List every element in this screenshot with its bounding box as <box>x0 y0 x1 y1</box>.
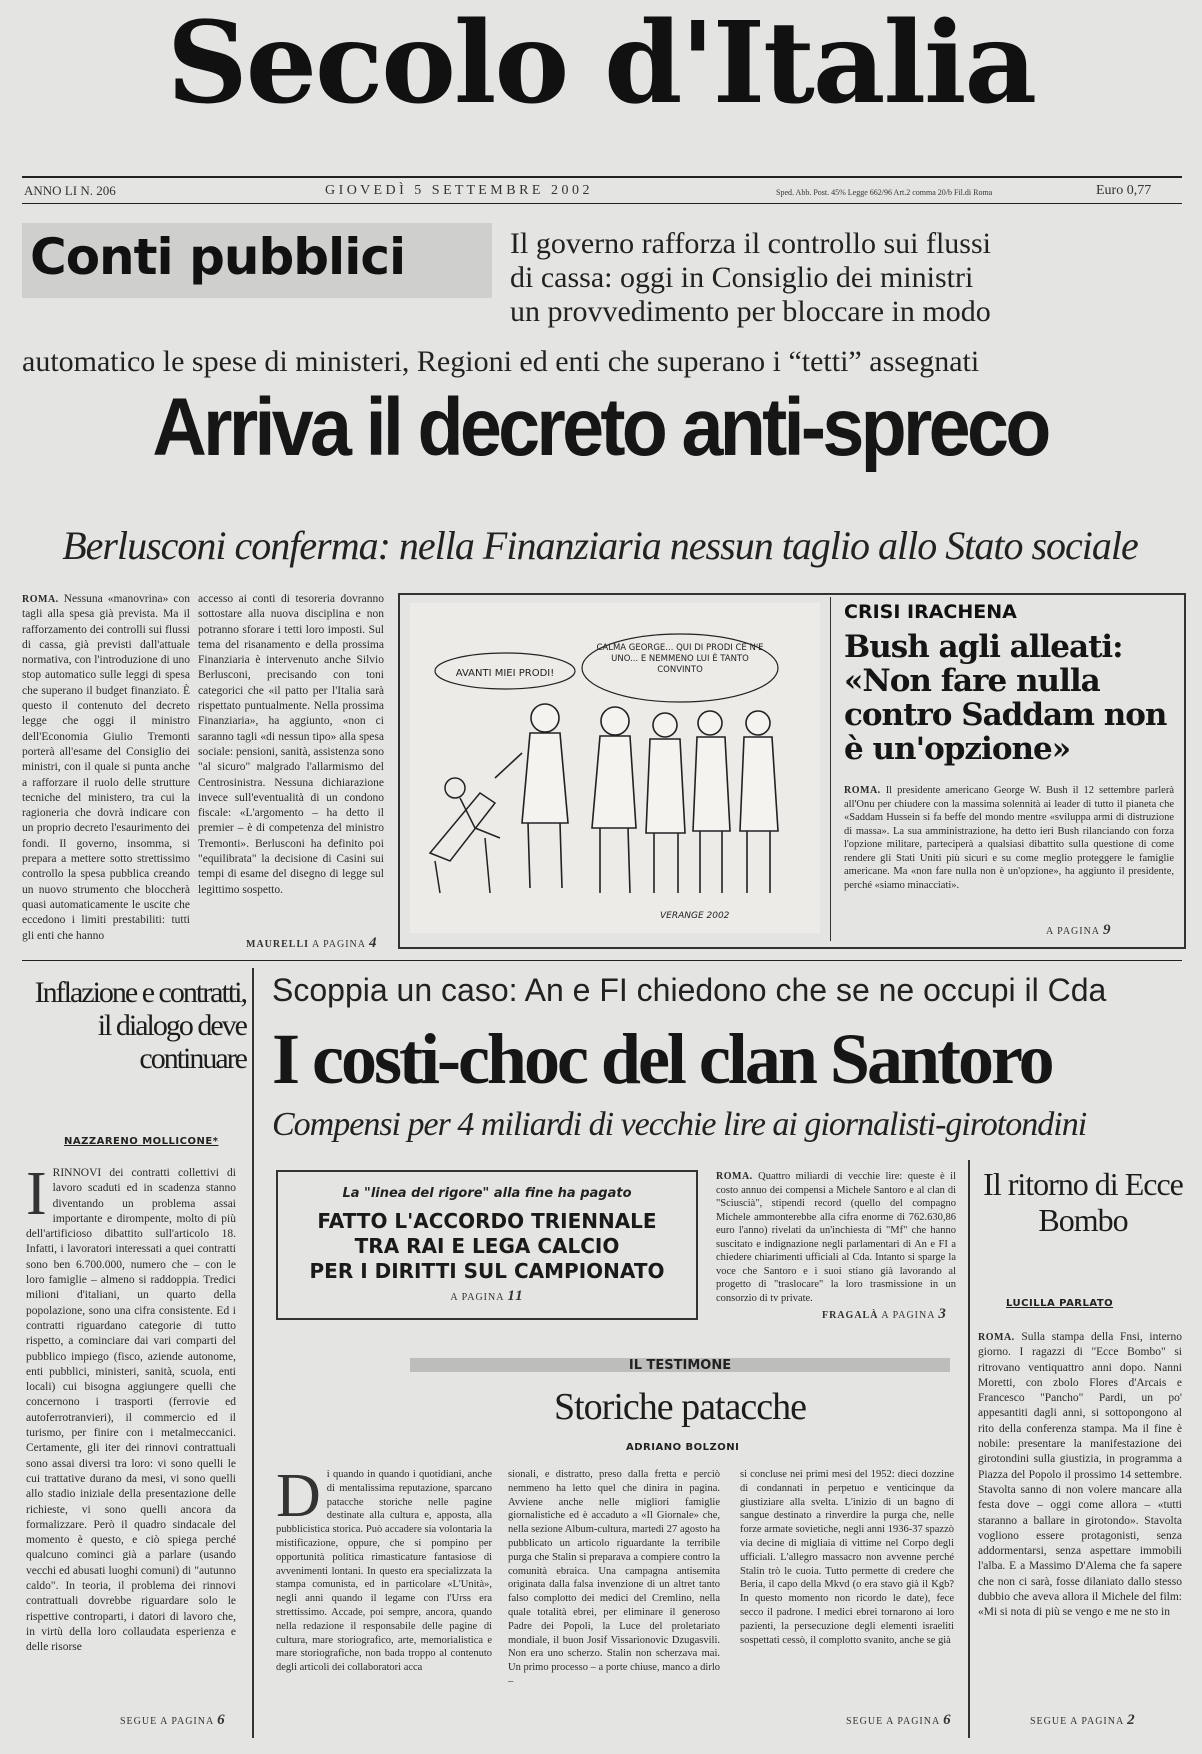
lead-headline: Arriva il decreto anti-spreco <box>152 382 1048 473</box>
lead-kicker: Conti pubblici <box>30 228 406 286</box>
rai-headline-line: TRA RAI E LEGA CALCIO <box>354 1234 620 1258</box>
inflazione-jump-text: SEGUE A PAGINA <box>120 1716 214 1727</box>
inflazione-jump[interactable] <box>120 1712 226 1729</box>
lead-column-2 <box>198 592 384 898</box>
inflazione-body-text: RINNOVI dei contratti collettivi di lavoro scaduti ed in scadenza stanno diventando un problema assai importante e dirompente, molto di più dell'artificioso dibattito sull'articolo 18. Infatti, i lavoratori interessati a quei contratti sono ben 6.700.000, numero che – con le loro famiglie – almeno si raddoppia. Tredici milioni d'italiani, un quarto della popolazione, sono una cifra consistente. Ed i contratti riguardano categorie di tutto rispetto, a cominciare dai vari comparti del pubblico impiego (fisco, aziende autonome, enti pubblici, ministeri, sanità, scuola, enti locali) cui bisogna aggiungere quelli che concernono i trasporti (ferrovie ed autoferrotranvieri), il commercio ed il turismo, per finire con i metalmeccanici. Certamente, gli iter dei rinnovi contrattuali sono assai diversi tra loro: vi sono quelli le cui trattative durano da mesi, vi sono quelli allo stadio iniziale della presentazione delle richieste, vi sono quelli ancora da formalizzare. Però il quadro sindacale del momento è questo, e ciò spiega perché qualcuno cominci già a parlare (usando vecchi ed abusati luoghi comuni) di "autunno caldo". In teoria, il problema dei rinnovi contrattuali dovrebbe riguardare solo le rispettive controparti, i datori di lavoro che, in virtù della loro collaudata esperienza e delle risorse <box>26 1167 236 1654</box>
column-divider <box>968 1160 970 1738</box>
issue-number: ANNO LI N. 206 <box>24 183 116 198</box>
ecce-jump[interactable] <box>1030 1712 1136 1729</box>
crisi-jump-page: 9 <box>1102 922 1112 938</box>
cartoon-bubble-2: CALMA GEORGE... QUI DI PRODI CE N'È UNO... E NEMMENO LUI È TANTO CONVINTO <box>596 643 764 675</box>
testimone-jump[interactable] <box>846 1712 952 1729</box>
ecce-body <box>978 1330 1182 1705</box>
dateline-rule <box>22 203 1182 204</box>
lead-body-2: accesso ai conti di tesoreria dovranno sottostare alla nuova disciplina e non potranno sforare i tetti loro imposti. Sul tema del risanamento e della prossima Finanziaria è intervenuto anche Silvio Berlusconi, precisando con toni categorici che «il patto per l'Italia sarà rispettato puntualmente. Nella prossima Finanziaria», ha aggiunto, «non ci saranno tagli «di nessun tipo» alla spesa sociale: pensioni, sanità, assistenza sono "al sicuro" malgrado l'allarmismo del Centrosinistra. Nessuna dichiarazione invece sull'eventualità di un condono fiscale: «L'argomento – ha detto il premier – è di competenza del ministro Tremonti». Berlusconi ha definito poi "equilibrata" la decisione di Casini sui tempi di esame del disegno di legge sul legittimo sospetto. <box>198 593 384 896</box>
rai-headline-line: FATTO L'ACCORDO TRIENNALE <box>317 1209 657 1233</box>
inflazione-dropcap: I <box>26 1166 47 1228</box>
santoro-jump[interactable] <box>822 1306 947 1323</box>
testimone-kicker: IL TESTIMONE <box>628 1358 732 1373</box>
santoro-body <box>716 1170 956 1305</box>
lead-jump-page: 4 <box>368 935 378 951</box>
column-divider <box>252 968 254 1738</box>
lead-jump[interactable] <box>246 935 377 952</box>
santoro-headline: I costi-choc del clan Santoro <box>272 1019 1052 1099</box>
lead-jump-author: MAURELLI <box>246 939 310 950</box>
rai-kicker: La "linea del rigore" alla fine ha pagato <box>342 1186 632 1201</box>
testimone-headline: Storiche patacche <box>553 1386 807 1428</box>
inflazione-headline: Inflazione e contratti, il dialogo deve continuare <box>34 976 246 1075</box>
rai-headline <box>278 1209 696 1284</box>
lead-sub-line: un provvedimento per bloccare in modo <box>510 295 991 328</box>
lead-sub-line: di cassa: oggi in Consiglio dei ministri <box>510 261 974 294</box>
crisi-kicker: CRISI IRACHENA <box>844 601 1017 623</box>
political-cartoon <box>410 603 820 933</box>
testimone-column-1 <box>276 1468 492 1708</box>
santoro-body-text: Quattro miliardi di vecchie lire: queste è il costo annuo dei compensi a Michele Santoro e al clan di "Sciuscià", stipendi record (quello del compagno Michele ammonterebbe alla cifra enorme di 762.630,86 euro l'anno) rivelati da un'inchiesta di "Mf" che hanno suscitato e indignazione negli parlamentari di An e FI a chiedere chiarimenti ufficiali al Cda. Intanto si sparge la voce che Santoro e i suoi stiano già lavorando al progetto di "traslocare" la loro trasmissione in un consorzio di tv private. <box>716 1171 956 1304</box>
cartoon-divider <box>830 597 831 941</box>
testimone-body-1: i quando in quando i quotidiani, anche di mentalissima reputazione, sparcano patacche storiche nelle pagine destinate alla cultura e, apposta, alla pubblicistica storica. Può accadere sia volontaria la mistificazione, oppure, che si pompino per opportunità politica rimasticature fantasiose di avvenimenti lontani. In questo era specializzata la stampa comunista, ed in particolare «L'Unità», negli anni quando il legame con l'Urss era strettissimo. Accade, poi sempre, ancora, quando nella redazione il responsabile delle pagine di cultura, mare storiografico, arte, memorialistica e mare storiografiche, non bada troppo al contenuto degli articoli dei collaboratori acca <box>276 1469 492 1674</box>
testimone-byline: ADRIANO BOLZONI <box>626 1442 740 1453</box>
postal-note: Sped. Abb. Post. 45% Legge 662/96 Art.2 comma 20/b Fil.di Roma <box>776 188 993 197</box>
rai-box <box>276 1170 698 1320</box>
dateline-roma: ROMA. <box>716 1171 753 1182</box>
testimone-jump-page: 6 <box>943 1712 952 1728</box>
testimone-jump-text: SEGUE A PAGINA <box>846 1716 940 1727</box>
inflazione-body <box>26 1166 236 1701</box>
cartoon-signature: VERANGE 2002 <box>660 911 730 921</box>
lead-deck: Berlusconi conferma: nella Finanziaria nessun taglio allo Stato sociale <box>62 523 1138 568</box>
ecce-body-text: Sulla stampa della Fnsi, interno giorno. I ragazzi di "Ecce Bombo" si ritrovano ventiquattro anni dopo. Nanni Moretti, con zbolo Flores d'Arcais e Francesco "Pancho" Pardi, un po' appesantiti dagli anni, si sottopongono al rito della conferenza stampa. Ma il fine è nobile: presentare la manifestazione dei girotondini sulla giustizia, in programma a Piazza del Popolo il prossimo 14 settembre. Stavolta sanno di non volere mancare alla festa dove – oggi come allora – «tutti staranno a ballare in girotondo». Stavolta vogliono essere protagonisti, senza addormentarsi, senza aspettare immobili l'alba. E a Massimo D'Alema che fa sapere che non ci sarà, fosse dilaniato dallo stesso dubbio che aveva allora il Michele del film: «Mi si nota di più se vengo e me ne sto in <box>978 1331 1182 1619</box>
crisi-jump-text: A PAGINA <box>1046 926 1100 937</box>
rai-headline-line: PER I DIRITTI SUL CAMPIONATO <box>309 1259 665 1283</box>
ecce-byline: LUCILLA PARLATO <box>1006 1298 1114 1309</box>
rai-jump[interactable] <box>278 1288 696 1305</box>
crisi-jump[interactable] <box>1046 922 1111 939</box>
ecce-jump-page: 2 <box>1127 1712 1136 1728</box>
santoro-kicker: Scoppia un caso: An e FI chiedono che se ne occupi il Cda <box>272 972 1107 1008</box>
dateline-roma: ROMA. <box>978 1332 1015 1343</box>
rai-jump-page: 11 <box>507 1288 524 1304</box>
section-rule <box>22 960 1182 961</box>
lead-subheadline <box>510 227 1190 329</box>
testimone-column-3 <box>740 1468 954 1708</box>
dateline-roma: ROMA. <box>22 594 59 605</box>
santoro-jump-page: 3 <box>938 1306 947 1322</box>
inflazione-byline: NAZZARENO MOLLICONE* <box>64 1136 219 1147</box>
santoro-deck: Compensi per 4 miliardi di vecchie lire ai giornalisti-girotondini <box>272 1106 1087 1143</box>
rai-jump-text: A PAGINA <box>450 1292 504 1303</box>
dateline-roma: ROMA. <box>844 785 881 796</box>
crisi-body-text: Il presidente americano George W. Bush il 12 settembre parlerà all'Onu per chiudere con la massima solennità ai leader di tutto il pianeta che «Saddam Hussein si fa beffe del mondo mentre «sviluppa armi di distruzione di massa». La sua amministrazione, ha detto ieri Bush rilanciando con forza l'opzione militare, parteciperà a qualsiasi dibattito sulla questione di come rendere gli Stati Uniti più sicuri e su come meglio proteggere le famiglie americane. Ma «non fare nulla non è un'opzione», ha aggiunto il presidente, perché «siamo minacciati». <box>844 785 1175 891</box>
masthead-title: Secolo d'Italia <box>166 0 1036 129</box>
testimone-dropcap: D <box>276 1468 321 1530</box>
lead-sub-line: Il governo rafforza il controllo sui flussi <box>510 227 991 260</box>
testimone-column-2 <box>508 1468 720 1708</box>
lead-body-1: Nessuna «manovrina» con tagli alla spesa già prevista. Ma il rafforzamento dei controlli sui flussi di cassa, già previsti dall'attuale normativa, con l'introduzione di uno stop automatico sulle leggi di spesa che superano il budget finanziato. È questo il contenuto del decreto legge che oggi il ministro dell'Economia Giulio Tremonti porterà all'esame del Consiglio dei ministri, con il quale si punta anche a rafforzare il ruolo delle strutture tecniche del ministero, tra cui la ragioneria che dovrà indicare con un proprio decreto l'esaurimento dei fondi. Il governo, insomma, si prepara a mettere sotto strettissimo controllo la spesa pubblica creando un nuovo strumento che bloccherà quasi automaticamente le uscite che eccedono i limiti prestabiliti: tutti gli enti che hanno <box>22 593 191 942</box>
ecce-headline: Il ritorno di Ecce Bombo <box>983 1166 1183 1238</box>
crisi-body <box>844 784 1174 892</box>
masthead-rule <box>22 176 1182 178</box>
cartoon-bubble-1: AVANTI MIEI PRODI! <box>455 668 555 679</box>
santoro-jump-author: FRAGALÀ <box>822 1310 879 1321</box>
crisi-headline: Bush agli alleati: «Non fare nulla contro Saddam non è un'opzione» <box>844 629 1167 767</box>
lead-sub-line: automatico le spese di ministeri, Regioni ed enti che superano i “tetti” assegnati <box>22 345 980 378</box>
lead-column-1 <box>22 592 190 944</box>
inflazione-jump-page: 6 <box>217 1712 226 1728</box>
testimone-body-2: sionali, e distratto, preso dalla fretta e perciò nemmeno ha letto quel che dinira in pagina. Avviene anche nelle migliori famiglie giornalistiche ed è accaduto a «Il Giornale» che, nella sezione Album-cultura, martedì 27 agosto ha pubblicato un articolo riguardante la terribile purga che Stalin si preparava a compiere contro la comunità ebraica. Una campagna antisemita originata dalla falsa invenzione di un altret tanto falso complotto dei medici del Cremlino, nella quale totalità ebrei, per eliminare il generoso Padre dei Popoli, la Luce del proletariato mondiale, il buon Josif Vissarionovic Dzugasvili. Non era uno scherzo. Stalin non scherzava mai. Un primo processo – a porte chiuse, manco a dirlo – <box>508 1469 720 1687</box>
testimone-body-3: si concluse nei primi mesi del 1952: dieci dozzine di condannati in perpetuo e venticinque da giustiziare alla svelta. L'inizio di un bagno di sangue destinato a rinverdire la purga che, nelle forze armate sovietiche, negli anni 1936-37 spazzò via decine di migliaia di vittime nel Corpo degli ufficiali. L'allegro massacro non avvenne perché Stalin trò le cuoia. Tutto permette di credere che Beria, il capo della Mkvd (o era stavo già il Kgb? In questo momento non ricordo le date), fece secco il padrone. I medici ebrei tornarono ai loro pazienti, la persecuzione degli elementi israeliti sospettati cessò, il complotto svanito, anche se già <box>740 1469 954 1646</box>
price: Euro 0,77 <box>1096 183 1152 198</box>
lead-jump-text: A PAGINA <box>311 939 366 950</box>
ecce-jump-text: SEGUE A PAGINA <box>1030 1716 1124 1727</box>
issue-date: G I O V E D Ì 5 S E T T E M B R E 2 0 0 2 <box>325 183 590 198</box>
santoro-jump-text: A PAGINA <box>881 1310 935 1321</box>
